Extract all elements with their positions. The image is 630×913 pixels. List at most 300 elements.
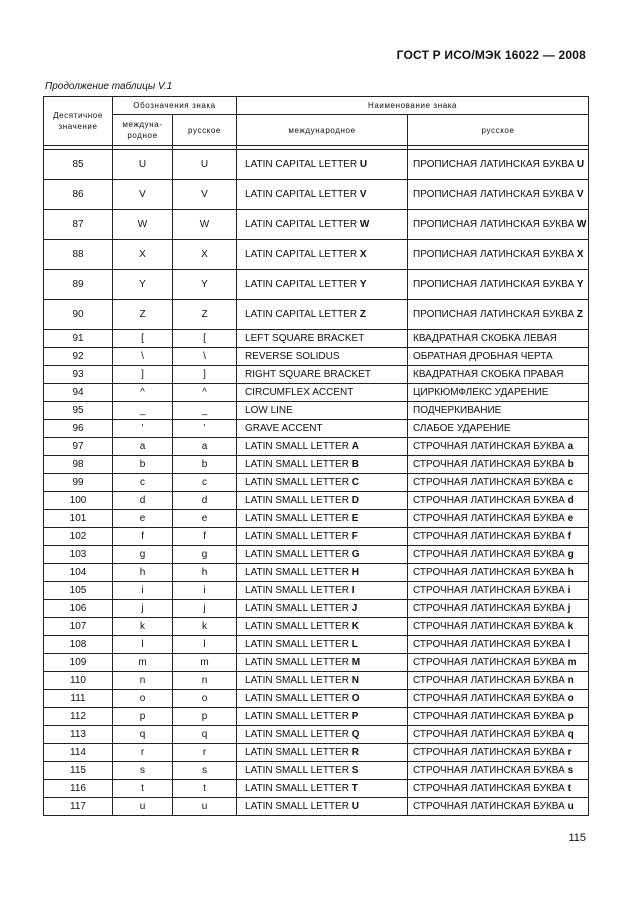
ru-name-cell-text: СТРОЧНАЯ ЛАТИНСКАЯ БУКВА (413, 656, 568, 668)
ru-name-cell (408, 492, 589, 510)
intl-symbol-cell: X (113, 240, 173, 270)
intl-symbol-cell: W (113, 210, 173, 240)
table-row (44, 600, 589, 618)
ru-symbol-cell: n (173, 672, 237, 690)
table-row (44, 708, 589, 726)
ru-name-cell-letter: g (567, 548, 574, 560)
intl-name-cell (237, 744, 408, 762)
ru-name-cell (408, 300, 589, 330)
table-row (44, 384, 589, 402)
header-decimal: Десятичное значение (44, 97, 113, 146)
intl-name-cell-letter: Q (351, 728, 360, 740)
header-intl-symbol: междуна-родное (113, 115, 173, 146)
intl-name-cell-letter: V (359, 188, 367, 200)
intl-name-cell (237, 726, 408, 744)
ru-name-cell-letter: U (576, 158, 585, 170)
ru-symbol-cell: k (173, 618, 237, 636)
decimal-cell: 115 (44, 762, 113, 780)
ru-name-cell (408, 474, 589, 492)
ru-symbol-cell: b (173, 456, 237, 474)
ru-name-cell-letter: e (567, 512, 574, 524)
header-symbol-group: Обозначения знака (113, 97, 237, 115)
ru-name-cell (408, 726, 589, 744)
intl-name-cell-text: LATIN SMALL LETTER (245, 764, 352, 776)
ru-name-cell-text: СЛАБОЕ УДАРЕНИЕ (413, 422, 511, 434)
ru-name-cell-text: СТРОЧНАЯ ЛАТИНСКАЯ БУКВА (413, 458, 568, 470)
ru-name-cell-text: СТРОЧНАЯ ЛАТИНСКАЯ БУКВА (413, 476, 568, 488)
ru-symbol-cell: U (173, 150, 237, 180)
intl-name-cell-letter: P (351, 710, 359, 722)
intl-symbol-cell: Z (113, 300, 173, 330)
ru-name-cell-letter: j (567, 602, 571, 614)
intl-name-cell-text: LATIN SMALL LETTER (245, 530, 352, 542)
table-row (44, 654, 589, 672)
intl-name-cell-text: LATIN SMALL LETTER (245, 476, 352, 488)
intl-name-cell (237, 780, 408, 798)
intl-name-cell-letter: E (351, 512, 359, 524)
intl-name-cell (237, 528, 408, 546)
intl-name-cell-text: LATIN CAPITAL LETTER (245, 188, 360, 200)
intl-symbol-cell: Y (113, 270, 173, 300)
ru-name-cell-letter: l (567, 638, 571, 650)
ru-name-cell (408, 180, 589, 210)
ru-name-cell (408, 384, 589, 402)
decimal-cell: 98 (44, 456, 113, 474)
table-row (44, 798, 589, 816)
table-caption: Продолжение таблицы V.1 (45, 81, 173, 92)
decimal-cell: 90 (44, 300, 113, 330)
table-row (44, 210, 589, 240)
table-row (44, 672, 589, 690)
ru-name-cell-text: СТРОЧНАЯ ЛАТИНСКАЯ БУКВА (413, 494, 568, 506)
ru-name-cell-text: СТРОЧНАЯ ЛАТИНСКАЯ БУКВА (413, 746, 568, 758)
intl-name-cell (237, 330, 408, 348)
intl-symbol-cell: \ (113, 348, 173, 366)
decimal-cell: 111 (44, 690, 113, 708)
intl-name-cell (237, 384, 408, 402)
ru-name-cell-text: КВАДРАТНАЯ СКОБКА ПРАВАЯ (413, 368, 564, 380)
ru-name-cell-text: СТРОЧНАЯ ЛАТИНСКАЯ БУКВА (413, 566, 568, 578)
intl-name-cell (237, 654, 408, 672)
intl-name-cell-text: LATIN SMALL LETTER (245, 494, 352, 506)
intl-symbol-cell: k (113, 618, 173, 636)
intl-name-cell-letter: D (351, 494, 359, 506)
intl-name-cell (237, 180, 408, 210)
intl-name-cell (237, 762, 408, 780)
decimal-cell: 113 (44, 726, 113, 744)
ru-symbol-cell: Y (173, 270, 237, 300)
ru-name-cell-letter: Y (576, 278, 584, 290)
ru-name-cell-text: ПРОПИСНАЯ ЛАТИНСКАЯ БУКВА (413, 278, 577, 290)
table-row (44, 492, 589, 510)
decimal-cell: 87 (44, 210, 113, 240)
intl-name-cell-letter: C (351, 476, 359, 488)
intl-name-cell-letter: K (351, 620, 359, 632)
ru-name-cell-letter: h (567, 566, 574, 578)
intl-name-cell-text: LATIN SMALL LETTER (245, 674, 352, 686)
ru-name-cell (408, 330, 589, 348)
intl-name-cell-text: LOW LINE (245, 404, 293, 416)
intl-symbol-cell: u (113, 798, 173, 816)
ru-name-cell-letter: a (567, 440, 574, 452)
decimal-cell: 102 (44, 528, 113, 546)
intl-name-cell (237, 438, 408, 456)
intl-name-cell-letter: H (351, 566, 359, 578)
ru-name-cell-text: СТРОЧНАЯ ЛАТИНСКАЯ БУКВА (413, 440, 568, 452)
ru-name-cell (408, 528, 589, 546)
ru-name-cell (408, 438, 589, 456)
ru-name-cell-letter: V (576, 188, 584, 200)
intl-name-cell (237, 708, 408, 726)
table-row (44, 690, 589, 708)
table-row (44, 180, 589, 210)
intl-symbol-cell: V (113, 180, 173, 210)
ru-name-cell (408, 210, 589, 240)
intl-name-cell (237, 546, 408, 564)
intl-name-cell (237, 564, 408, 582)
intl-name-cell-letter: J (351, 602, 358, 614)
ru-name-cell-text: КВАДРАТНАЯ СКОБКА ЛЕВАЯ (413, 332, 557, 344)
intl-name-cell (237, 150, 408, 180)
character-table (43, 96, 589, 816)
table-row (44, 456, 589, 474)
intl-name-cell (237, 690, 408, 708)
ru-name-cell (408, 270, 589, 300)
intl-name-cell-text: CIRCUMFLEX ACCENT (245, 386, 354, 398)
intl-name-cell-text: RIGHT SQUARE BRACKET (245, 368, 371, 380)
ru-name-cell (408, 672, 589, 690)
header-ru-symbol: русское (173, 115, 237, 146)
ru-symbol-cell: h (173, 564, 237, 582)
intl-name-cell-text: LATIN CAPITAL LETTER (245, 278, 360, 290)
decimal-cell: 105 (44, 582, 113, 600)
intl-name-cell-text: LATIN SMALL LETTER (245, 638, 352, 650)
intl-name-cell-letter: O (351, 692, 360, 704)
intl-symbol-cell: d (113, 492, 173, 510)
table-row (44, 240, 589, 270)
ru-symbol-cell: ' (173, 420, 237, 438)
decimal-cell: 112 (44, 708, 113, 726)
header-intl-name: международное (237, 115, 408, 146)
intl-symbol-cell: _ (113, 402, 173, 420)
ru-name-cell-letter: s (567, 764, 574, 776)
intl-name-cell-text: LATIN SMALL LETTER (245, 656, 352, 668)
ru-name-cell-text: СТРОЧНАЯ ЛАТИНСКАЯ БУКВА (413, 692, 568, 704)
intl-name-cell-letter: U (351, 800, 359, 812)
ru-name-cell-text: ОБРАТНАЯ ДРОБНАЯ ЧЕРТА (413, 350, 553, 362)
ru-name-cell-text: СТРОЧНАЯ ЛАТИНСКАЯ БУКВА (413, 512, 568, 524)
table-row (44, 726, 589, 744)
ru-symbol-cell: f (173, 528, 237, 546)
intl-name-cell (237, 420, 408, 438)
ru-name-cell-letter: p (567, 710, 574, 722)
decimal-cell: 108 (44, 636, 113, 654)
intl-name-cell-letter: X (359, 248, 367, 260)
intl-name-cell-text: LATIN CAPITAL LETTER (245, 308, 360, 320)
intl-name-cell-letter: Z (359, 308, 366, 320)
intl-name-cell-text: LATIN SMALL LETTER (245, 458, 352, 470)
intl-symbol-cell: m (113, 654, 173, 672)
decimal-cell: 117 (44, 798, 113, 816)
ru-symbol-cell: e (173, 510, 237, 528)
decimal-cell: 95 (44, 402, 113, 420)
intl-name-cell-letter: S (351, 764, 359, 776)
ru-name-cell (408, 150, 589, 180)
ru-name-cell (408, 762, 589, 780)
table-row (44, 510, 589, 528)
intl-symbol-cell: n (113, 672, 173, 690)
ru-name-cell-letter: c (567, 476, 574, 488)
ru-name-cell (408, 744, 589, 762)
decimal-cell: 94 (44, 384, 113, 402)
intl-name-cell-text: LATIN SMALL LETTER (245, 746, 352, 758)
intl-name-cell-letter: G (351, 548, 360, 560)
ru-symbol-cell: r (173, 744, 237, 762)
intl-name-cell-text: LEFT SQUARE BRACKET (245, 332, 365, 344)
ru-name-cell (408, 600, 589, 618)
ru-name-cell-text: ПРОПИСНАЯ ЛАТИНСКАЯ БУКВА (413, 308, 577, 320)
ru-symbol-cell: q (173, 726, 237, 744)
intl-name-cell-text: LATIN SMALL LETTER (245, 728, 352, 740)
ru-name-cell (408, 708, 589, 726)
intl-name-cell-text: LATIN SMALL LETTER (245, 548, 352, 560)
intl-name-cell (237, 348, 408, 366)
intl-name-cell (237, 300, 408, 330)
ru-name-cell-letter: W (576, 218, 587, 230)
ru-symbol-cell: j (173, 600, 237, 618)
ru-symbol-cell: [ (173, 330, 237, 348)
intl-name-cell-letter: N (351, 674, 359, 686)
ru-name-cell-text: ЦИРКЮМФЛЕКС УДАРЕНИЕ (413, 386, 549, 398)
ru-symbol-cell: \ (173, 348, 237, 366)
ru-name-cell-letter: f (567, 530, 571, 542)
ru-name-cell-letter: b (567, 458, 574, 470)
header-name-group: Наименование знака (237, 97, 589, 115)
decimal-cell: 96 (44, 420, 113, 438)
intl-name-cell-text: LATIN SMALL LETTER (245, 710, 352, 722)
intl-symbol-cell: q (113, 726, 173, 744)
intl-name-cell (237, 510, 408, 528)
intl-symbol-cell: p (113, 708, 173, 726)
table-row (44, 564, 589, 582)
ru-symbol-cell: m (173, 654, 237, 672)
intl-symbol-cell: r (113, 744, 173, 762)
ru-name-cell-letter: o (567, 692, 574, 704)
ru-symbol-cell: s (173, 762, 237, 780)
ru-name-cell (408, 240, 589, 270)
ru-symbol-cell: t (173, 780, 237, 798)
ru-name-cell (408, 636, 589, 654)
ru-name-cell (408, 510, 589, 528)
ru-symbol-cell: c (173, 474, 237, 492)
ru-name-cell-text: ПРОПИСНАЯ ЛАТИНСКАЯ БУКВА (413, 158, 577, 170)
intl-name-cell (237, 492, 408, 510)
ru-name-cell (408, 366, 589, 384)
intl-name-cell-letter: Y (359, 278, 367, 290)
intl-symbol-cell: ^ (113, 384, 173, 402)
ru-symbol-cell: l (173, 636, 237, 654)
decimal-cell: 101 (44, 510, 113, 528)
document-header: ГОСТ Р ИСО/МЭК 16022 — 2008 (396, 48, 586, 62)
decimal-cell: 100 (44, 492, 113, 510)
intl-name-cell (237, 618, 408, 636)
ru-name-cell-text: СТРОЧНАЯ ЛАТИНСКАЯ БУКВА (413, 602, 568, 614)
intl-name-cell-letter: T (351, 782, 358, 794)
ru-name-cell-text: СТРОЧНАЯ ЛАТИНСКАЯ БУКВА (413, 674, 568, 686)
decimal-cell: 97 (44, 438, 113, 456)
intl-name-cell-text: LATIN CAPITAL LETTER (245, 218, 360, 230)
ru-name-cell (408, 618, 589, 636)
intl-name-cell (237, 402, 408, 420)
ru-name-cell (408, 456, 589, 474)
intl-symbol-cell: U (113, 150, 173, 180)
intl-name-cell-text: LATIN SMALL LETTER (245, 440, 352, 452)
decimal-cell: 107 (44, 618, 113, 636)
intl-name-cell-letter: L (351, 638, 358, 650)
intl-symbol-cell: s (113, 762, 173, 780)
decimal-cell: 89 (44, 270, 113, 300)
ru-name-cell-text: СТРОЧНАЯ ЛАТИНСКАЯ БУКВА (413, 548, 568, 560)
decimal-cell: 114 (44, 744, 113, 762)
intl-name-cell (237, 456, 408, 474)
decimal-cell: 109 (44, 654, 113, 672)
ru-name-cell-text: ПРОПИСНАЯ ЛАТИНСКАЯ БУКВА (413, 248, 577, 260)
intl-symbol-cell: [ (113, 330, 173, 348)
intl-symbol-cell: a (113, 438, 173, 456)
intl-name-cell-text: LATIN CAPITAL LETTER (245, 248, 360, 260)
decimal-cell: 106 (44, 600, 113, 618)
ru-name-cell-letter: t (567, 782, 571, 794)
intl-symbol-cell: ] (113, 366, 173, 384)
decimal-cell: 92 (44, 348, 113, 366)
ru-symbol-cell: _ (173, 402, 237, 420)
ru-name-cell-text: СТРОЧНАЯ ЛАТИНСКАЯ БУКВА (413, 728, 568, 740)
ru-name-cell-letter: u (567, 800, 574, 812)
ru-name-cell-letter: k (567, 620, 574, 632)
intl-name-cell-text: LATIN SMALL LETTER (245, 782, 352, 794)
intl-name-cell (237, 270, 408, 300)
table-row (44, 150, 589, 180)
table-body (44, 146, 589, 816)
intl-name-cell (237, 600, 408, 618)
ru-name-cell (408, 690, 589, 708)
ru-name-cell-text: ПРОПИСНАЯ ЛАТИНСКАЯ БУКВА (413, 188, 577, 200)
ru-name-cell (408, 546, 589, 564)
decimal-cell: 86 (44, 180, 113, 210)
ru-symbol-cell: Z (173, 300, 237, 330)
ru-name-cell (408, 420, 589, 438)
intl-name-cell-letter: M (351, 656, 361, 668)
intl-name-cell (237, 582, 408, 600)
intl-name-cell (237, 798, 408, 816)
intl-name-cell (237, 636, 408, 654)
intl-symbol-cell: f (113, 528, 173, 546)
intl-name-cell-text: REVERSE SOLIDUS (245, 350, 340, 362)
intl-symbol-cell: i (113, 582, 173, 600)
intl-symbol-cell: c (113, 474, 173, 492)
decimal-cell: 88 (44, 240, 113, 270)
intl-name-cell-text: LATIN SMALL LETTER (245, 692, 352, 704)
ru-symbol-cell: a (173, 438, 237, 456)
ru-name-cell-text: СТРОЧНАЯ ЛАТИНСКАЯ БУКВА (413, 638, 568, 650)
intl-name-cell-text: LATIN SMALL LETTER (245, 584, 352, 596)
ru-symbol-cell: W (173, 210, 237, 240)
table-row (44, 348, 589, 366)
ru-name-cell-text: СТРОЧНАЯ ЛАТИНСКАЯ БУКВА (413, 584, 568, 596)
ru-name-cell-letter: i (567, 584, 571, 596)
ru-name-cell-text: СТРОЧНАЯ ЛАТИНСКАЯ БУКВА (413, 620, 568, 632)
ru-name-cell (408, 402, 589, 420)
table-row (44, 474, 589, 492)
ru-name-cell (408, 780, 589, 798)
intl-symbol-cell: b (113, 456, 173, 474)
table-row (44, 270, 589, 300)
ru-symbol-cell: ^ (173, 384, 237, 402)
table-row (44, 330, 589, 348)
intl-symbol-cell: j (113, 600, 173, 618)
decimal-cell: 91 (44, 330, 113, 348)
table-row (44, 366, 589, 384)
table-row (44, 762, 589, 780)
intl-name-cell-text: LATIN SMALL LETTER (245, 800, 352, 812)
ru-name-cell-text: ПОДЧЕРКИВАНИЕ (413, 404, 502, 416)
table-row (44, 780, 589, 798)
table-row (44, 636, 589, 654)
ru-symbol-cell: X (173, 240, 237, 270)
decimal-cell: 93 (44, 366, 113, 384)
page-number: 115 (568, 832, 586, 844)
ru-name-cell-letter: Z (576, 308, 584, 320)
table-row (44, 582, 589, 600)
ru-symbol-cell: d (173, 492, 237, 510)
intl-name-cell-text: LATIN SMALL LETTER (245, 512, 352, 524)
ru-name-cell-letter: n (567, 674, 574, 686)
intl-name-cell-letter: W (359, 218, 370, 230)
intl-name-cell (237, 210, 408, 240)
decimal-cell: 103 (44, 546, 113, 564)
intl-name-cell-text: LATIN SMALL LETTER (245, 620, 352, 632)
intl-name-cell-letter: A (351, 440, 359, 452)
intl-name-cell (237, 366, 408, 384)
table-row (44, 546, 589, 564)
ru-name-cell-letter: d (567, 494, 574, 506)
intl-name-cell (237, 240, 408, 270)
decimal-cell: 104 (44, 564, 113, 582)
intl-symbol-cell: ' (113, 420, 173, 438)
ru-name-cell-text: ПРОПИСНАЯ ЛАТИНСКАЯ БУКВА (413, 218, 577, 230)
intl-symbol-cell: t (113, 780, 173, 798)
ru-symbol-cell: g (173, 546, 237, 564)
intl-symbol-cell: e (113, 510, 173, 528)
table-row (44, 744, 589, 762)
decimal-cell: 85 (44, 150, 113, 180)
intl-name-cell-letter: R (351, 746, 359, 758)
table-row (44, 528, 589, 546)
header-ru-name: русское (408, 115, 589, 146)
table-row (44, 420, 589, 438)
table-row (44, 618, 589, 636)
ru-symbol-cell: i (173, 582, 237, 600)
ru-name-cell-text: СТРОЧНАЯ ЛАТИНСКАЯ БУКВА (413, 710, 568, 722)
ru-symbol-cell: ] (173, 366, 237, 384)
ru-name-cell-text: СТРОЧНАЯ ЛАТИНСКАЯ БУКВА (413, 764, 568, 776)
intl-name-cell-letter: U (359, 158, 368, 170)
intl-name-cell-letter: I (351, 584, 355, 596)
ru-symbol-cell: p (173, 708, 237, 726)
ru-name-cell-text: СТРОЧНАЯ ЛАТИНСКАЯ БУКВА (413, 800, 568, 812)
intl-symbol-cell: o (113, 690, 173, 708)
intl-symbol-cell: g (113, 546, 173, 564)
